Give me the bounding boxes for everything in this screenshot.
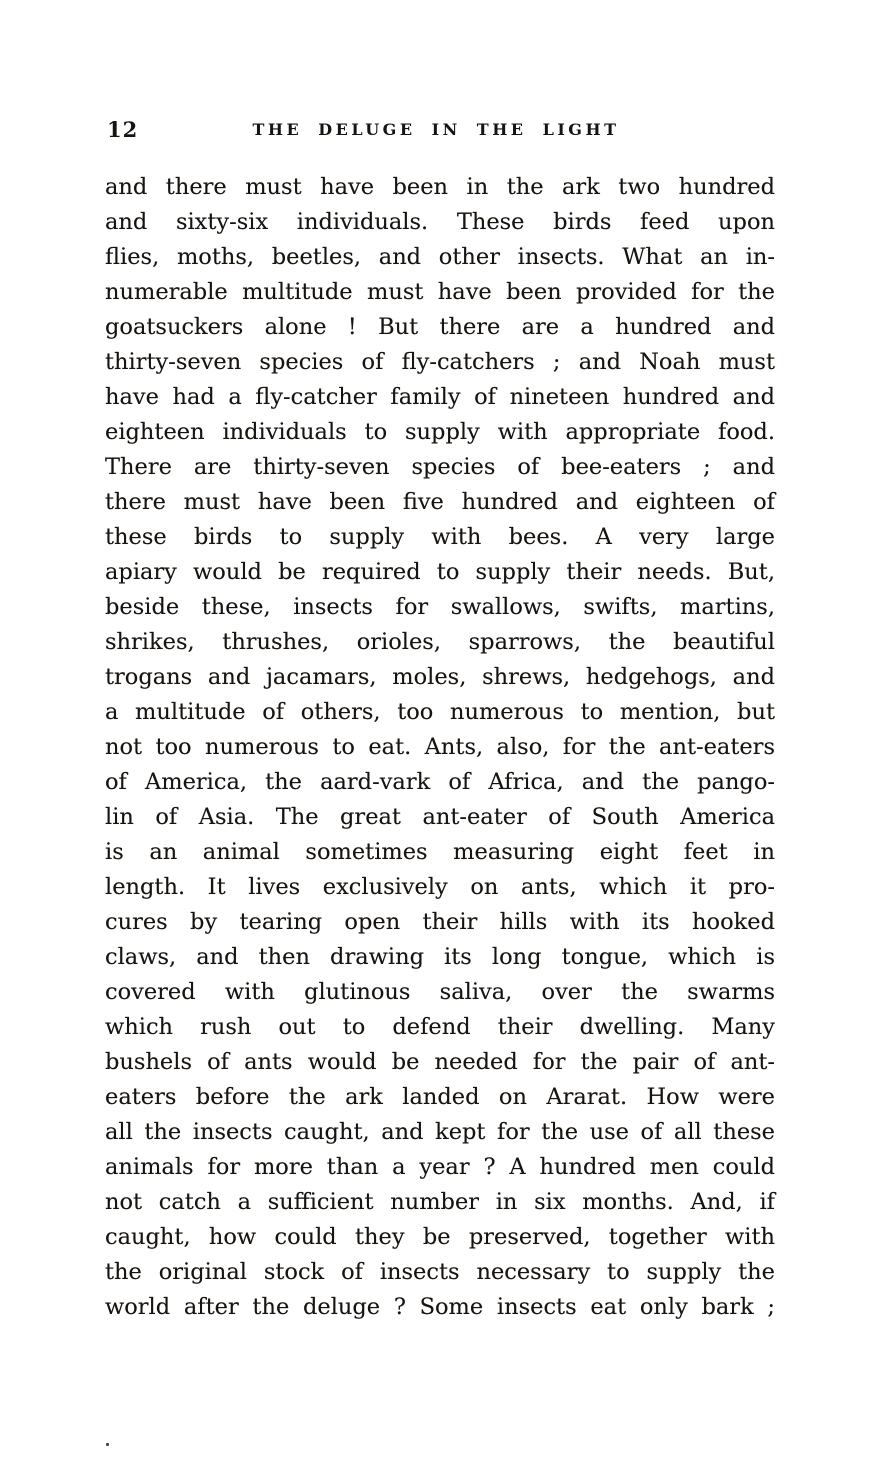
text-line: and there must have been in the ark two hundred xyxy=(105,174,775,200)
text-line: these birds to supply with bees. A very large xyxy=(105,524,775,550)
text-line: not catch a sufficient number in six months. And, if xyxy=(105,1189,775,1215)
text-line: trogans and jacamars, moles, shrews, hedgehogs, and xyxy=(105,664,775,690)
text-line: and sixty-six individuals. These birds feed upon xyxy=(105,209,775,235)
text-line: caught, how could they be preserved, together with xyxy=(105,1224,775,1250)
scan-speck xyxy=(106,1443,109,1446)
text-line: numerable multitude must have been provided for the xyxy=(105,279,775,305)
text-line: flies, moths, beetles, and other insects. What an in- xyxy=(105,244,775,270)
body-text xyxy=(105,170,775,1325)
text-line: a multitude of others, too numerous to mention, but xyxy=(105,699,775,725)
text-line: apiary would be required to supply their needs. But, xyxy=(105,559,775,585)
text-line: animals for more than a year ? A hundred men could xyxy=(105,1154,775,1180)
text-line: bushels of ants would be needed for the pair of ant- xyxy=(105,1049,775,1075)
text-line: claws, and then drawing its long tongue, which is xyxy=(105,944,775,970)
text-line: shrikes, thrushes, orioles, sparrows, the beautiful xyxy=(105,629,775,655)
text-line: not too numerous to eat. Ants, also, for the ant-eaters xyxy=(105,734,775,760)
text-line: There are thirty-seven species of bee-eaters ; and xyxy=(105,454,775,480)
text-line: lin of Asia. The great ant-eater of South America xyxy=(105,804,775,830)
text-line: thirty-seven species of fly-catchers ; and Noah must xyxy=(105,349,775,375)
text-line: is an animal sometimes measuring eight feet in xyxy=(105,839,775,865)
text-line: length. It lives exclusively on ants, which it pro- xyxy=(105,874,775,900)
text-line: goatsuckers alone ! But there are a hundred and xyxy=(105,314,775,340)
text-line: world after the deluge ? Some insects eat only bark ; xyxy=(105,1294,775,1320)
text-line: there must have been five hundred and eighteen of xyxy=(105,489,775,515)
text-line: cures by tearing open their hills with its hooked xyxy=(105,909,775,935)
text-line: all the insects caught, and kept for the use of all these xyxy=(105,1119,775,1145)
text-line: of America, the aard-vark of Africa, and the pango- xyxy=(105,769,775,795)
text-line: covered with glutinous saliva, over the swarms xyxy=(105,979,775,1005)
text-line: beside these, insects for swallows, swifts, martins, xyxy=(105,594,775,620)
text-line: have had a fly-catcher family of nineteen hundred and xyxy=(105,384,775,410)
running-header xyxy=(105,117,775,145)
page-number: 12 xyxy=(107,117,139,142)
text-line: eighteen individuals to supply with appropriate food. xyxy=(105,419,775,445)
text-line: the original stock of insects necessary to supply the xyxy=(105,1259,775,1285)
text-line: which rush out to defend their dwelling. Many xyxy=(105,1014,775,1040)
text-line: eaters before the ark landed on Ararat. How were xyxy=(105,1084,775,1110)
running-header-title: THE DELUGE IN THE LIGHT xyxy=(252,120,620,139)
